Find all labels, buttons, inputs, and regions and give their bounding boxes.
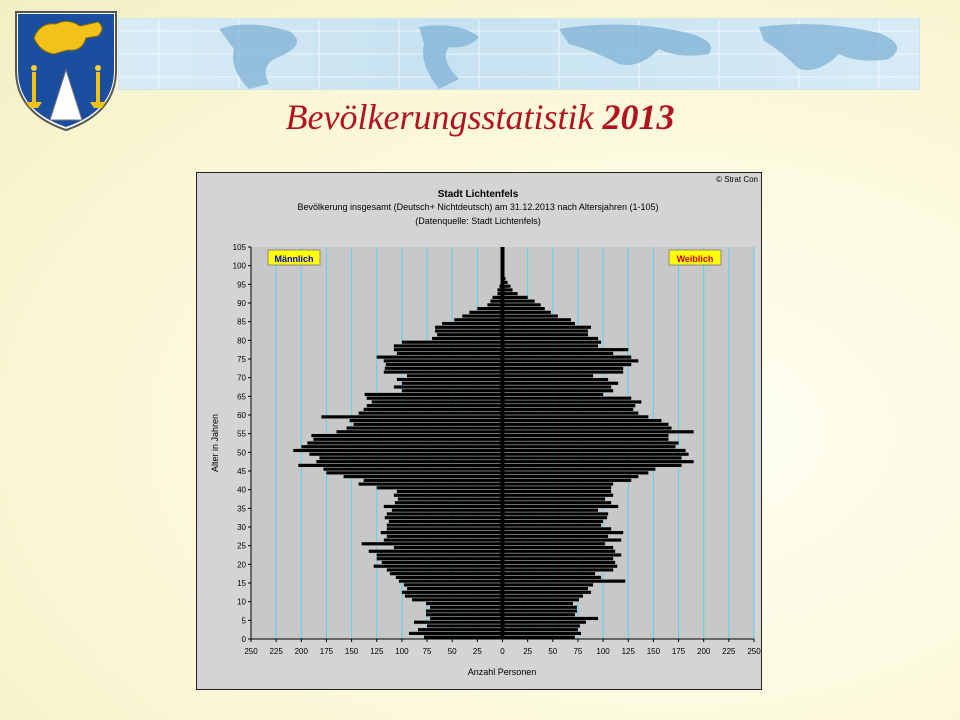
x-tick-label: 150 — [646, 647, 661, 656]
bar-male — [396, 576, 503, 579]
bar-male — [385, 516, 503, 519]
bar-female — [503, 632, 581, 635]
bar-male — [405, 594, 503, 597]
bar-male — [424, 636, 502, 639]
x-tick-label: 250 — [747, 647, 761, 656]
bar-female — [503, 412, 639, 415]
bar-male — [377, 486, 503, 489]
bar-male — [385, 367, 503, 370]
bar-female — [503, 426, 672, 429]
bar-female — [503, 572, 596, 575]
bar-female — [503, 415, 649, 418]
bar-female — [503, 512, 609, 515]
bar-female — [503, 404, 636, 407]
x-tick-label: 75 — [573, 647, 583, 656]
chart-svg — [196, 172, 762, 690]
center-axis — [501, 247, 505, 639]
bar-female — [503, 456, 682, 459]
bar-female — [503, 471, 649, 474]
bar-female — [503, 479, 632, 482]
y-tick-label: 60 — [237, 411, 246, 420]
bar-male — [387, 512, 503, 515]
bar-male — [389, 520, 503, 523]
bar-male — [350, 419, 503, 422]
bar-female — [503, 460, 694, 463]
bar-female — [503, 494, 614, 497]
bar-female — [503, 542, 606, 545]
bar-male — [364, 408, 503, 411]
bar-male — [430, 606, 502, 609]
bar-female — [503, 344, 599, 347]
bar-female — [503, 318, 571, 321]
bar-female — [503, 314, 558, 317]
bar-female — [503, 557, 614, 560]
bar-male — [387, 535, 503, 538]
bar-male — [397, 378, 503, 381]
y-tick-label: 15 — [237, 579, 246, 588]
chart-title: Stadt Lichtenfels — [437, 189, 519, 200]
bar-male — [316, 460, 502, 463]
chart-source: (Datenquelle: Stadt Lichtenfels) — [415, 216, 541, 226]
bar-male — [321, 415, 502, 418]
bar-female — [503, 583, 594, 586]
bar-male — [437, 333, 502, 336]
bar-male — [395, 501, 503, 504]
x-tick-label: 100 — [596, 647, 610, 656]
bar-male — [430, 617, 502, 620]
bar-female — [503, 482, 614, 485]
y-tick-label: 20 — [237, 560, 246, 570]
bar-male — [384, 359, 503, 362]
bar-female — [503, 303, 541, 306]
y-tick-label: 105 — [232, 243, 246, 252]
bar-female — [503, 617, 599, 620]
bar-male — [398, 497, 503, 500]
bar-male — [402, 389, 503, 392]
bar-male — [477, 307, 502, 310]
bar-female — [503, 337, 599, 340]
bar-female — [503, 580, 626, 583]
bar-male — [412, 598, 503, 601]
x-tick-label: 200 — [697, 647, 711, 656]
bar-male — [462, 314, 502, 317]
bar-female — [503, 520, 604, 523]
bar-male — [426, 613, 502, 616]
bar-male — [435, 326, 502, 329]
bar-male — [394, 546, 503, 549]
bar-female — [503, 300, 535, 303]
bar-female — [503, 576, 602, 579]
x-tick-label: 125 — [621, 647, 635, 656]
bar-female — [503, 296, 528, 299]
y-axis-label: Alter in Jahren — [210, 413, 220, 473]
bar-male — [367, 397, 503, 400]
bar-female — [503, 453, 689, 456]
x-tick-label: 175 — [671, 647, 686, 656]
y-tick-label: 5 — [241, 616, 246, 626]
bar-male — [426, 609, 502, 612]
bar-male — [382, 561, 503, 564]
bar-female — [503, 486, 612, 489]
bar-male — [377, 557, 503, 560]
bar-male — [397, 352, 503, 355]
y-tick-label: 0 — [241, 635, 246, 644]
x-tick-label: 25 — [523, 647, 533, 656]
y-tick-label: 100 — [232, 261, 246, 271]
bar-male — [307, 441, 502, 444]
bar-female — [503, 535, 609, 538]
x-tick-label: 250 — [244, 647, 258, 656]
bar-female — [503, 606, 577, 609]
bar-female — [503, 389, 614, 392]
bar-male — [390, 572, 503, 575]
bar-female — [503, 591, 592, 594]
bar-female — [503, 553, 622, 556]
bar-male — [365, 393, 503, 396]
bar-female — [503, 329, 589, 332]
bar-female — [503, 624, 580, 627]
y-tick-label: 55 — [237, 429, 246, 439]
x-tick-label: 200 — [294, 647, 308, 656]
y-tick-label: 45 — [237, 467, 246, 476]
bar-male — [399, 580, 503, 583]
bar-female — [503, 441, 679, 444]
bar-female — [503, 397, 632, 400]
bar-female — [503, 509, 599, 512]
bar-female — [503, 367, 624, 370]
bar-female — [503, 621, 586, 624]
bar-male — [394, 348, 503, 351]
bar-male — [359, 412, 503, 415]
y-tick-label: 95 — [237, 280, 246, 290]
y-tick-label: 65 — [237, 392, 246, 402]
bar-female — [503, 438, 669, 441]
bar-female — [503, 434, 669, 437]
bar-male — [374, 565, 503, 568]
x-tick-label: 175 — [319, 647, 334, 656]
bar-female — [503, 356, 632, 359]
bar-female — [503, 326, 592, 329]
y-tick-label: 90 — [237, 299, 246, 308]
x-axis-label: Anzahl Personen — [467, 667, 537, 677]
bar-female — [503, 352, 614, 355]
bar-female — [503, 475, 639, 478]
bar-male — [402, 591, 503, 594]
bar-female — [503, 598, 579, 601]
bar-female — [503, 445, 676, 448]
bar-female — [503, 565, 618, 568]
legend-male: Männlich — [274, 254, 314, 264]
chart-copyright: © Strat Con — [716, 175, 758, 184]
bar-female — [503, 550, 616, 553]
bar-male — [309, 453, 502, 456]
bar-male — [454, 318, 502, 321]
y-tick-label: 10 — [237, 597, 246, 607]
bar-male — [362, 542, 503, 545]
legend-female: Weiblich — [676, 254, 714, 264]
bar-male — [386, 363, 503, 366]
bar-male — [364, 479, 503, 482]
y-tick-label: 35 — [237, 504, 246, 514]
bar-male — [392, 509, 503, 512]
bar-male — [323, 468, 502, 471]
y-tick-label: 70 — [237, 373, 246, 383]
bar-male — [313, 438, 502, 441]
bar-female — [503, 628, 578, 631]
y-tick-label: 40 — [237, 485, 246, 495]
bar-female — [503, 419, 662, 422]
bar-female — [503, 636, 575, 639]
bar-female — [503, 382, 619, 385]
bar-female — [503, 490, 612, 493]
bar-female — [503, 531, 624, 534]
bar-male — [377, 356, 503, 359]
bar-male — [387, 524, 503, 527]
x-tick-label: 25 — [472, 647, 482, 656]
bar-female — [503, 587, 589, 590]
bar-male — [426, 602, 502, 605]
bar-female — [503, 307, 545, 310]
x-tick-label: 50 — [447, 647, 457, 656]
x-tick-label: 50 — [548, 647, 558, 656]
bar-male — [354, 423, 503, 426]
bar-male — [384, 370, 503, 373]
y-tick-label: 30 — [237, 523, 246, 532]
bar-male — [432, 337, 502, 340]
y-tick-label: 85 — [237, 317, 246, 327]
bar-male — [377, 553, 503, 556]
bar-male — [435, 329, 502, 332]
bar-male — [402, 341, 503, 344]
population-pyramid-chart — [196, 172, 762, 690]
bar-male — [414, 621, 503, 624]
bar-female — [503, 393, 604, 396]
bar-female — [503, 568, 614, 571]
bar-female — [503, 464, 682, 467]
bar-male — [469, 311, 502, 314]
bar-female — [503, 341, 602, 344]
bar-male — [359, 482, 503, 485]
bar-male — [394, 344, 503, 347]
y-tick-label: 25 — [237, 541, 246, 551]
bar-male — [347, 426, 503, 429]
bar-male — [409, 632, 503, 635]
bar-female — [503, 292, 518, 295]
bar-female — [503, 613, 575, 616]
bar-female — [503, 385, 612, 388]
world-map-icon — [119, 19, 919, 89]
bar-male — [311, 434, 502, 437]
bar-male — [427, 624, 502, 627]
bar-female — [503, 378, 609, 381]
bar-male — [293, 449, 502, 452]
bar-male — [387, 568, 503, 571]
bar-female — [503, 363, 632, 366]
bar-male — [384, 505, 503, 508]
bar-male — [418, 628, 503, 631]
bar-female — [503, 400, 642, 403]
bar-female — [503, 594, 583, 597]
y-tick-label: 50 — [237, 448, 246, 458]
bar-female — [503, 609, 577, 612]
bar-female — [503, 501, 612, 504]
bar-female — [503, 333, 589, 336]
x-tick-label: 225 — [269, 647, 283, 656]
bar-female — [503, 538, 622, 541]
bar-female — [503, 423, 669, 426]
bar-female — [503, 516, 608, 519]
bar-male — [394, 385, 503, 388]
bar-female — [503, 602, 573, 605]
bar-male — [369, 550, 503, 553]
bar-female — [503, 497, 606, 500]
bar-male — [387, 527, 503, 530]
bar-male — [402, 382, 503, 385]
x-tick-label: 0 — [500, 647, 505, 656]
bar-male — [326, 471, 502, 474]
x-tick-label: 125 — [370, 647, 384, 656]
bar-male — [344, 475, 503, 478]
bar-female — [503, 546, 614, 549]
bar-female — [503, 359, 639, 362]
y-tick-label: 75 — [237, 355, 246, 364]
x-tick-label: 75 — [422, 647, 432, 656]
x-tick-label: 100 — [395, 647, 409, 656]
bar-female — [503, 524, 602, 527]
bar-male — [381, 531, 503, 534]
world-map-banner — [118, 18, 920, 90]
bar-male — [404, 583, 503, 586]
bar-female — [503, 374, 594, 377]
bar-female — [503, 527, 612, 530]
bar-female — [503, 430, 694, 433]
bar-male — [319, 456, 502, 459]
x-tick-label: 225 — [722, 647, 736, 656]
bar-male — [442, 322, 502, 325]
bar-male — [372, 400, 503, 403]
chart-subtitle: Bevölkerung insgesamt (Deutsch+ Nichtdeutsch) am 31.12.2013 nach Altersjahren (1-105) — [297, 202, 659, 212]
bar-female — [503, 468, 656, 471]
bar-female — [503, 505, 619, 508]
bar-male — [397, 490, 503, 493]
bar-male — [407, 374, 503, 377]
bar-female — [503, 449, 686, 452]
bar-male — [394, 494, 503, 497]
y-tick-label: 80 — [237, 336, 246, 346]
bar-male — [384, 538, 503, 541]
bar-female — [503, 311, 551, 314]
bar-male — [301, 445, 502, 448]
bar-female — [503, 561, 616, 564]
bar-female — [503, 348, 629, 351]
page-title-text: Bevölkerungsstatistik — [285, 97, 594, 137]
page-title-year: 2013 — [602, 97, 675, 137]
bar-male — [337, 430, 503, 433]
bar-male — [367, 404, 503, 407]
bar-female — [503, 322, 575, 325]
bar-female — [503, 408, 634, 411]
x-tick-label: 150 — [344, 647, 359, 656]
bar-male — [407, 587, 503, 590]
bar-male — [487, 303, 502, 306]
page-title — [0, 96, 960, 138]
bar-female — [503, 370, 624, 373]
bar-male — [298, 464, 502, 467]
